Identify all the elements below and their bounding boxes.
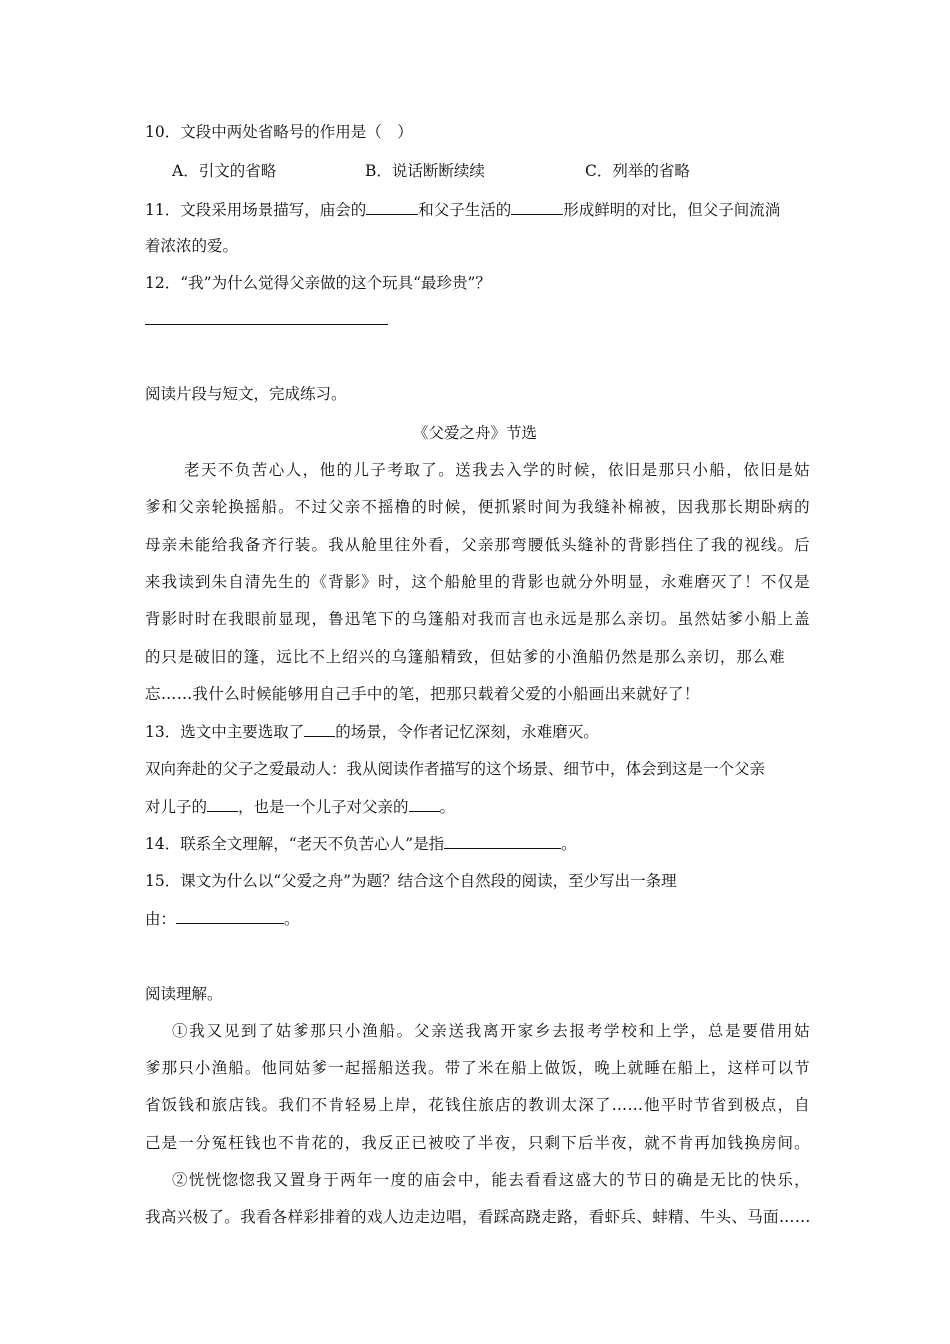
passage-title: 《父爱之舟》节选 [412,424,537,442]
fill-blank[interactable] [176,908,284,924]
question-15-text-2: 。 [284,910,300,928]
passage-2-line: 己是一分冤枉钱也不肯花的，我反正已被咬了半夜，只剩下后半夜，就不肯再加钱换房间。 [145,1134,810,1152]
passage-1-line: 背影时时在我眼前显现，鲁迅笔下的乌篷船对我而言也永远是那么亲切。虽然姑爹小船上盖 [145,610,810,628]
passage-2-line: 我高兴极了。我看各样彩排着的戏人边走边唱，看踩高跷走路，看虾兵、蚌精、牛头、马面…… [145,1208,811,1226]
passage-2-line: 爹那只小渔船。他同姑爹一起摇船送我。带了米在船上做饭，晚上就睡在船上，这样可以节 [145,1059,810,1077]
passage-1-line: 爹和父亲轮换摇船。不过父亲不摇橹的时候，便抓紧时间为我缝补棉被，因我那长期卧病的 [145,498,810,516]
question-13-text-1: 13．选文中主要选取了 [145,723,305,741]
passage-2-line: ②恍恍惚惚我又置身于两年一度的庙会中，能去看看这盛大的节日的确是无比的快乐， [172,1171,810,1189]
question-15: 15．课文为什么以“父爱之舟”为题？结合这个自然段的阅读，至少写出一条理 [145,872,677,890]
question-13-line-2: 双向奔赴的父子之爱最动人：我从阅读作者描写的这个场景、细节中，体会到这是一个父亲 [145,760,766,778]
fill-blank[interactable] [444,833,561,849]
option-a: A．引文的省略 [172,162,277,180]
question-14-text-1: 14．联系全文理解，“老天不负苦心人”是指 [145,835,445,853]
answer-line[interactable] [145,324,388,325]
passage-1-line: 的只是破旧的篷，远比不上绍兴的乌篷船精致，但姑爹的小渔船仍然是那么亲切，那么难 [145,648,785,666]
question-13-text-2: 的场景，令作者记忆深刻，永难磨灭。 [335,723,599,741]
question-11-text-2: 和父子生活的 [418,201,512,219]
question-11-text-3: 形成鲜明的对比，但父子间流淌 [563,201,781,219]
question-13-text-4: ，也是一个儿子对父亲的 [238,798,409,816]
question-15-text-1: 由： [145,910,177,928]
passage-1-line: 来我读到朱自清先生的《背影》时，这个船舱里的背影也就分外明显，永难磨灭了！不仅是 [145,573,810,591]
passage-2-line: ①我又见到了姑爹那只小渔船。父亲送我离开家乡去报考学校和上学，总是要借用姑 [172,1022,810,1040]
question-15-line-2 [145,908,300,929]
question-13-line-3 [145,796,455,817]
fill-blank[interactable] [366,199,418,215]
fill-blank[interactable] [409,796,440,812]
question-13-text-3: 对儿子的 [145,798,208,816]
passage-1-line: 母亲未能给我备齐行装。我从舱里往外看，父亲那弯腰低头缝补的背影挡住了我的视线。后 [145,536,810,554]
passage-1-line: 老天不负苦心人，他的儿子考取了。送我去入学的时候，依旧是那只小船，依旧是姑 [184,461,810,479]
option-c: C．列举的省略 [585,162,690,180]
fill-blank[interactable] [207,796,238,812]
passage-1-line: 忘……我什么时候能够用自己手中的笔，把那只载着父爱的小船画出来就好了！ [145,685,700,703]
question-14 [145,833,577,854]
section-2-intro: 阅读理解。 [145,985,223,1003]
question-14-text-2: 。 [561,835,577,853]
question-13-text-5: 。 [439,798,456,816]
section-1-intro: 阅读片段与短文，完成练习。 [145,385,347,403]
option-b: B．说话断断续续 [365,162,485,180]
question-12: 12．“我”为什么觉得父亲做的这个玩具“最珍贵”？ [145,274,491,292]
question-11-text-1: 11．文段采用场景描写，庙会的 [145,201,367,219]
question-11-line-2: 着浓浓的爱。 [145,237,239,255]
passage-2-line: 省饭钱和旅店钱。我们不肯轻易上岸，花钱住旅店的教训太深了……他平时节省到极点，自 [145,1096,810,1114]
question-11 [145,199,780,220]
fill-blank[interactable] [511,199,563,215]
question-10: 10．文段中两处省略号的作用是（ ） [145,123,413,141]
fill-blank[interactable] [304,721,335,737]
question-13 [145,721,599,742]
